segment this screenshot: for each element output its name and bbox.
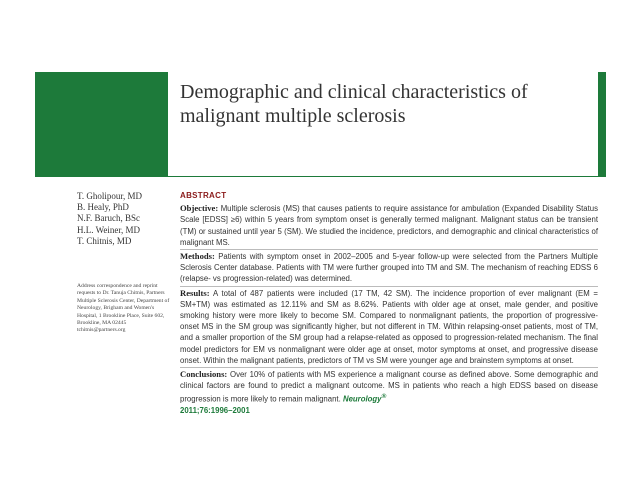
objective-paragraph xyxy=(180,203,598,248)
green-edge-bar xyxy=(598,72,606,177)
objective-text: Multiple sclerosis (MS) that causes patients to require assistance for ambulation (Expanded Disability Status Scale [EDSS] ≥6) within 5 years from symptom onset is generally termed malignant. Malignant status can be transient (TM) or sustained until year 5 (SM). We studied the incidence, predictors, and demographic and clinical characteristics of malignant MS. xyxy=(180,204,599,247)
author-name: B. Healy, PhD xyxy=(77,202,129,213)
journal-name: Neurology xyxy=(342,395,382,405)
title-rule xyxy=(168,176,598,177)
results-label: Results: xyxy=(180,287,210,298)
paragraph-divider xyxy=(180,249,598,250)
conclusions-text: Over 10% of patients with MS experience a malignant course as defined above. Some demographic and clinical factors are found to predict a malignant outcome. MS in patients who reach a high EDSS based on disease progression is more likely to remain malignant. xyxy=(180,370,598,405)
paragraph-divider xyxy=(180,367,598,368)
author-name: T. Chitnis, MD xyxy=(77,235,132,246)
registered-mark: ® xyxy=(381,393,387,401)
author-list xyxy=(77,191,172,247)
green-edge-tick xyxy=(598,172,606,177)
correspondence-address: Address correspondence and reprint requests to Dr. Tanuja Chitnis, Partners Multiple Sclerosis Center, Department of Neurology, Brigham and Women's Hospital, 1 Brookline Place, Suite 602, Brookline, MA 02445 tchitnis@partners.org xyxy=(77,283,170,334)
methods-label: Methods: xyxy=(180,251,215,262)
conclusions-paragraph xyxy=(180,369,598,416)
green-header-block xyxy=(35,72,168,177)
author-name: T. Gholipour, MD xyxy=(77,191,142,201)
results-paragraph xyxy=(180,288,598,366)
citation: 2011;76:1996–2001 xyxy=(180,406,250,416)
article-title: Demographic and clinical characteristics of malignant multiple sclerosis xyxy=(180,81,528,127)
objective-label: Objective: xyxy=(180,203,219,214)
abstract-section xyxy=(180,190,598,417)
methods-text: Patients with symptom onset in 2002–2005 and 5-year follow-up were selected from the Partners Multiple Sclerosis Center database. Patients with TM were further grouped into TM and SM. The mechanism of reaching EDSS 6 (relapse- vs progression-related) was determined. xyxy=(180,252,598,284)
paragraph-divider xyxy=(180,286,598,287)
conclusions-label: Conclusions: xyxy=(180,369,228,380)
methods-paragraph xyxy=(180,251,598,285)
results-text: A total of 487 patients were included (17 TM, 42 SM). The incidence proportion of ever malignant (EM = SM+TM) was estimated as 12.11% and SM as 8.62%. Patients with older age at onset, male gender, and positive smoking history were more likely to become SM. Compared to nonmalignant patients, the proportion of progressive-onset MS in the SM group was significantly higher, but not different in TM. Within relapsing-onset patients, most of TM, and a smaller proportion of the SM group had a relapse-related as opposed to progression-related mechanism. The final model predictors for EM vs nonmalignant were older age at onset, motor symptoms at onset, and progressive disease onset. Within the malignant patients, predictors of TM vs SM were younger age and brainstem symptoms at onset. xyxy=(180,288,598,365)
author-name: N.F. Baruch, BSc xyxy=(77,213,141,224)
abstract-heading: ABSTRACT xyxy=(180,191,227,200)
author-name: H.L. Weiner, MD xyxy=(77,224,140,235)
